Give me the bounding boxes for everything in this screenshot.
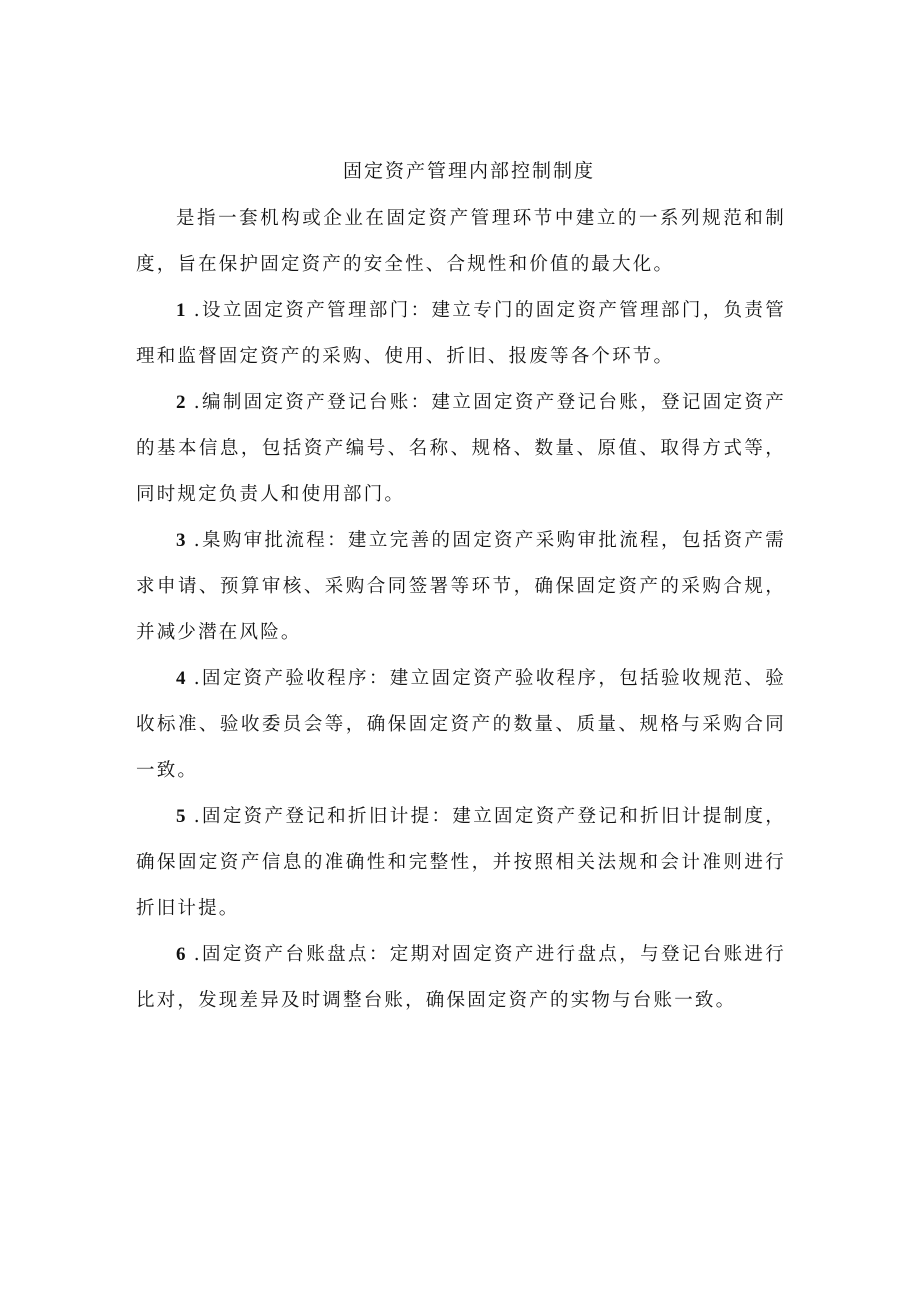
item-number: 1 [176,300,188,321]
item-paragraph-1 [136,288,786,380]
item-paragraph-2 [136,380,786,518]
item-text: .编制固定资产登记台账：建立固定资产登记台账，登记固定资产的基本信息，包括资产编号、名称、规格、数量、原值、取得方式等，同时规定负责人和使用部门。 [136,392,786,505]
item-text: .固定资产登记和折旧计提：建立固定资产登记和折旧计提制度，确保固定资产信息的准确性和完整性，并按照相关法规和会计准则进行折旧计提。 [136,806,786,919]
item-paragraph-4 [136,656,786,794]
item-number: 4 [176,668,188,689]
item-number: 6 [176,944,188,965]
intro-paragraph: 是指一套机构或企业在固定资产管理环节中建立的一系列规范和制度，旨在保护固定资产的安全性、合规性和价值的最大化。 [136,208,786,275]
item-paragraph-3 [136,518,786,656]
item-paragraph-5 [136,794,786,932]
item-number: 2 [176,392,188,413]
item-text: .固定资产台账盘点：定期对固定资产进行盘点，与登记台账进行比对，发现差异及时调整台账，确保固定资产的实物与台账一致。 [136,944,786,1011]
item-text: .设立固定资产管理部门：建立专门的固定资产管理部门，负责管理和监督固定资产的采购、使用、折旧、报废等各个环节。 [136,300,786,367]
item-paragraph-6 [136,932,786,1024]
document-title: 固定资产管理内部控制制度 [342,160,595,182]
item-text: .固定资产验收程序：建立固定资产验收程序，包括验收规范、验收标准、验收委员会等，确保固定资产的数量、质量、规格与采购合同一致。 [136,668,786,781]
document-page [136,152,786,1024]
item-text: .臬购审批流程：建立完善的固定资产采购审批流程，包括资产需求申请、预算审核、采购合同签署等环节，确保固定资产的采购合规，并减少潜在风险。 [136,530,786,643]
item-number: 5 [176,806,188,827]
item-number: 3 [176,530,188,551]
